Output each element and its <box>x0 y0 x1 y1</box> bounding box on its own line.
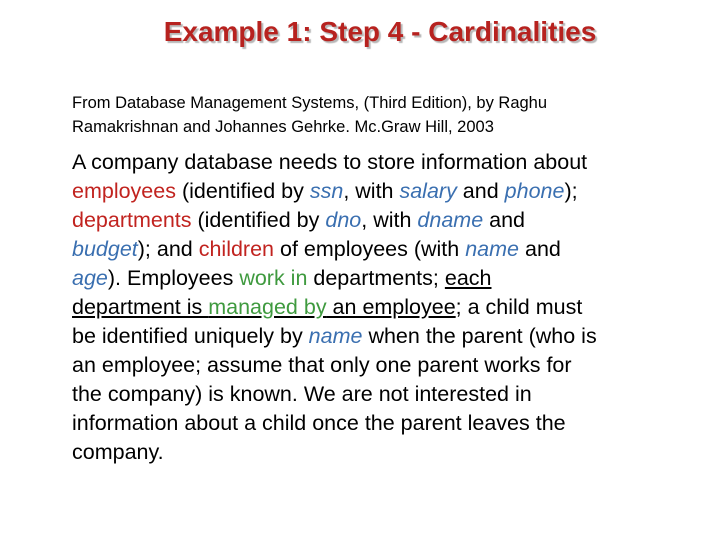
body-text-fragment: , with <box>361 208 418 232</box>
entity-children: children <box>198 237 275 261</box>
entity-employees: employees <box>72 179 176 203</box>
body-line-10: information about a child once the parent leaves the <box>72 411 566 435</box>
body-text-fragment: and <box>519 237 561 261</box>
attribute-name-key: name <box>308 324 363 348</box>
body-text-fragment: and <box>483 208 526 232</box>
body-text-fragment: departments; <box>307 266 445 290</box>
body-text-fragment: be identified uniquely by <box>72 324 309 348</box>
attribute-dname: dname <box>417 208 484 232</box>
body-text-fragment: (identified by <box>175 179 310 203</box>
source-line-1: From Database Management Systems, (Third Edition), by Raghu <box>72 94 548 112</box>
constraint-each: each <box>444 266 492 290</box>
body-text-fragment: and <box>456 179 505 203</box>
source-line-2: Ramakrishnan and Johannes Gehrke. Mc.Graw Hill, 2003 <box>72 118 494 136</box>
body-line-8: an employee; assume that only one parent works for <box>72 353 572 377</box>
body-line-1: A company database needs to store information about <box>72 150 588 174</box>
relationship-managed-by: managed by <box>208 295 327 319</box>
attribute-age: age <box>72 266 108 290</box>
attribute-phone: phone <box>504 179 565 203</box>
relationship-work-in: work in <box>239 266 308 290</box>
constraint-an-employee: an employee <box>326 295 456 319</box>
body-text-fragment: ); and <box>137 237 199 261</box>
body-line-11: company. <box>72 440 164 464</box>
body-line-4 <box>72 235 662 264</box>
problem-statement <box>72 148 662 467</box>
attribute-name: name <box>465 237 520 261</box>
slide-title: Example 1: Step 4 - Cardinalities <box>163 16 597 47</box>
body-line-5 <box>72 264 662 293</box>
source-citation <box>72 91 682 139</box>
body-line-3 <box>72 206 662 235</box>
attribute-ssn: ssn <box>309 179 344 203</box>
attribute-salary: salary <box>399 179 457 203</box>
attribute-budget: budget <box>72 237 138 261</box>
body-text-fragment: of employees (with <box>274 237 466 261</box>
entity-departments: departments <box>72 208 192 232</box>
body-line-6 <box>72 293 662 322</box>
body-text-fragment: ; a child must <box>455 295 583 319</box>
body-line-2 <box>72 177 662 206</box>
body-text-fragment: (identified by <box>191 208 326 232</box>
body-text-fragment: ). Employees <box>107 266 240 290</box>
attribute-dno: dno <box>325 208 362 232</box>
body-text-fragment: , with <box>343 179 400 203</box>
body-line-9: the company) is known. We are not interested in <box>72 382 532 406</box>
constraint-department-is: department is <box>72 295 209 319</box>
body-line-7 <box>72 322 662 351</box>
body-text-fragment: when the parent (who is <box>362 324 597 348</box>
body-text-fragment: ); <box>564 179 578 203</box>
